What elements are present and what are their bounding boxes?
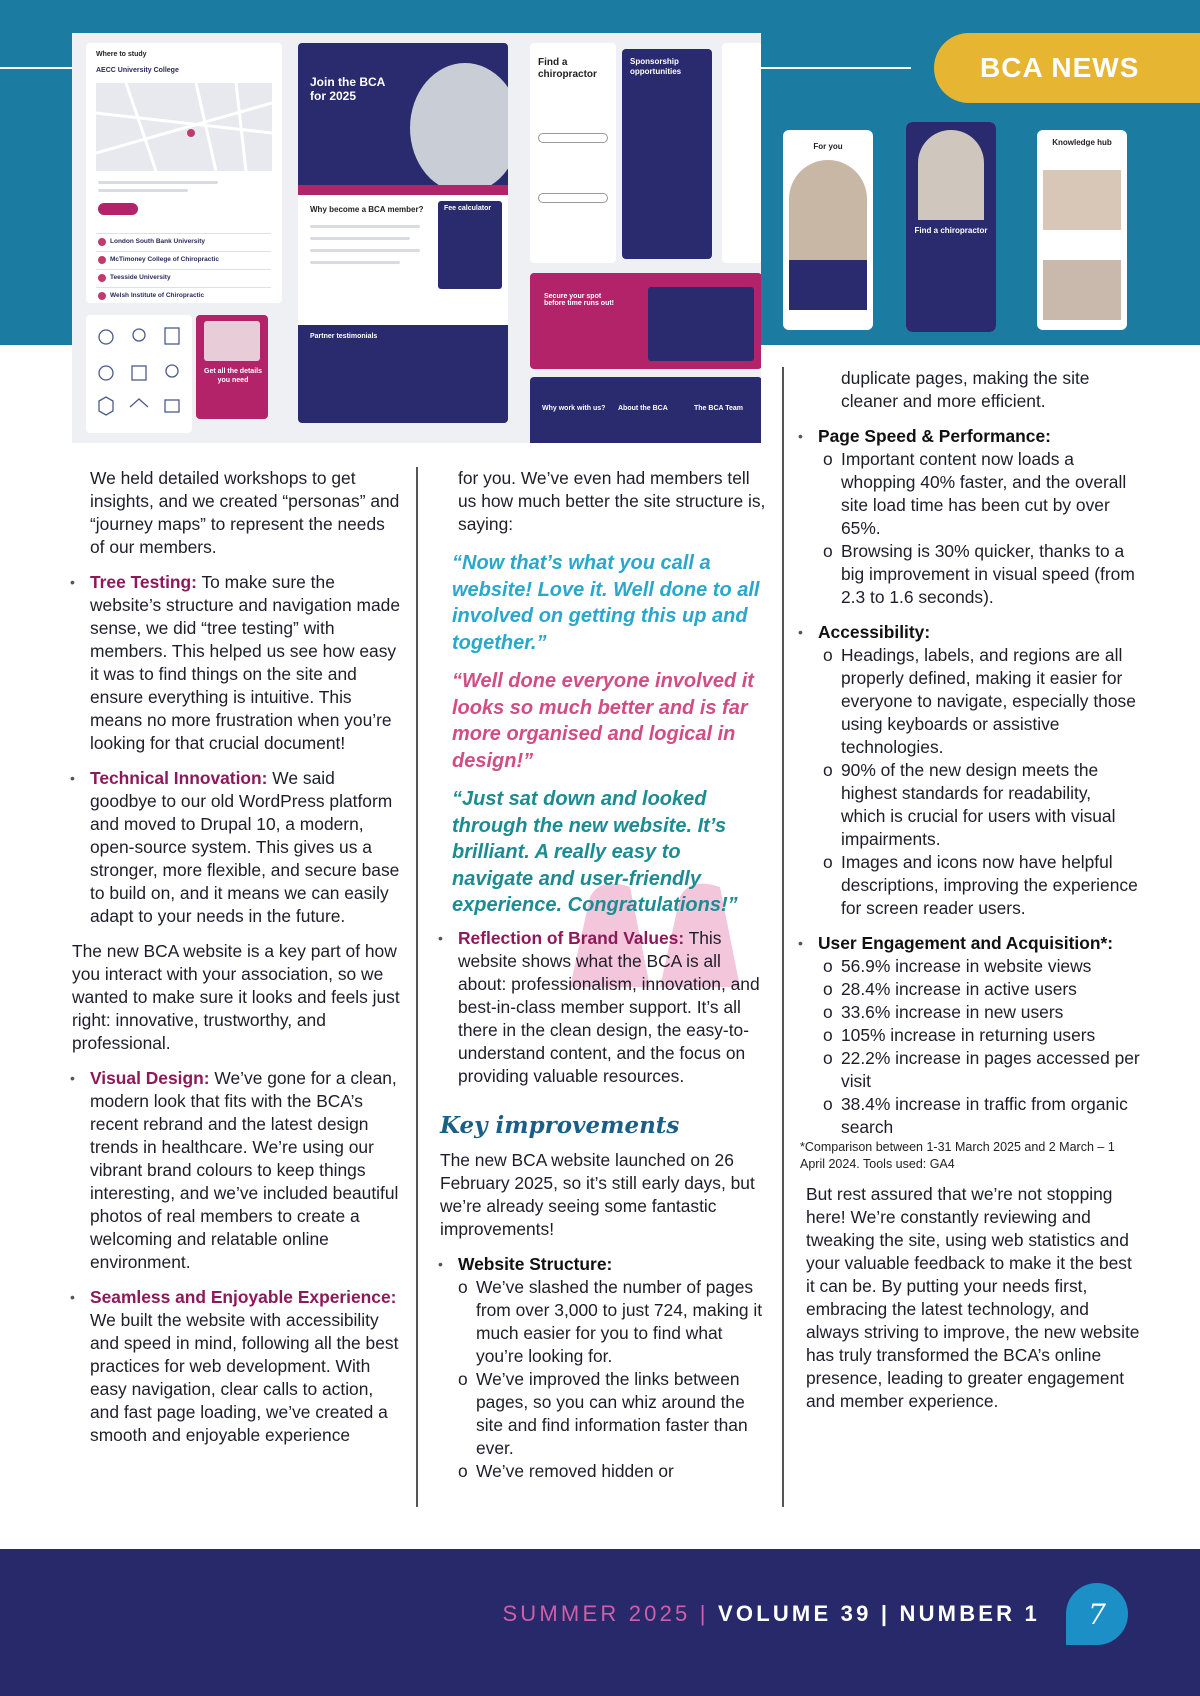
engagement-list (800, 955, 1140, 1139)
website-collage (72, 33, 761, 443)
issue-separator: | (690, 1601, 719, 1626)
accessibility-list (800, 644, 1140, 920)
bullet-lead: Visual Design: (90, 1068, 210, 1088)
bullet-website-structure (440, 1253, 766, 1276)
for-you-title: For you (813, 142, 843, 151)
work-with-us-title: Why work with us? (542, 405, 606, 412)
uni-row[interactable]: Welsh Institute of Chiropractic (96, 287, 271, 303)
sponsorship-panel (622, 49, 712, 259)
uni-row[interactable]: London South Bank University (96, 233, 271, 249)
sub-item: o 56.9% increase in website views (823, 955, 1140, 978)
bullet-lead: Tree Testing: (90, 572, 197, 592)
bullet-visual-design (72, 1067, 402, 1274)
column-divider (782, 367, 784, 1507)
bullet-brand-values (440, 927, 766, 1088)
get-details-card[interactable] (196, 315, 268, 419)
bullet-lead: Accessibility: (818, 622, 931, 642)
sub-item: o 90% of the new design meets the highest standards for readability, which is crucial for users with visual impairments. (823, 759, 1140, 851)
bullet-text: This website shows what the BCA is all about: professionalism, innovation, and best-in-class member support. It’s all there in the clean design, the easy-to-understand content, and the focus on providing valuable resources. (458, 927, 760, 1086)
sponsorship-title: Sponsorship opportunities (630, 57, 682, 76)
sub-item: o Browsing is 30% quicker, thanks to a big improvement in visual speed (from 2.3 to 1.6 seconds). (823, 540, 1140, 609)
card-photo (204, 321, 260, 361)
phone-photo (918, 130, 984, 220)
launch-para: The new BCA website launched on 26 February 2025, so it’s still early days, but we’re already seeing some fantastic improvements! (440, 1149, 755, 1239)
bullet-lead: Page Speed & Performance: (818, 426, 1051, 446)
sub-item: o 22.2% increase in pages accessed per visit (823, 1047, 1140, 1093)
find-chiro-panel (530, 43, 616, 263)
testimonial-quote: “Well done everyone involved it looks so much better and is far more organised and logical in design!” (452, 670, 754, 772)
find-chiro-title: Find a chiropractor (538, 57, 597, 80)
structure-list (440, 1276, 766, 1483)
sub-item: o 105% increase in returning users (823, 1024, 1140, 1047)
sub-item: o Headings, labels, and regions are all properly defined, making it easier for everyone to navigate, especially those using keyboards or assistive technologies. (823, 644, 1140, 759)
phone-knowledge-hub (1037, 130, 1127, 330)
about-bca-title: About the BCA (618, 405, 668, 412)
bullet-text: To make sure the website’s structure and navigation made sense, we did “tree testing” with members. This helped us see how easy it was to find things on the site and ensure everything is intuitive. This means no more frustration when you’re looking for that crucial document! (90, 572, 400, 753)
sub-item: o We’ve slashed the number of pages from over 3,000 to just 724, making it much easier for you to find what you’re looking for. (458, 1276, 766, 1368)
sub-item: o We’ve removed hidden or (458, 1460, 766, 1483)
login-panel-edge (722, 43, 761, 263)
issue-volume: VOLUME 39 | NUMBER 1 (718, 1601, 1040, 1626)
column-1 (72, 467, 402, 1447)
column-2 (440, 467, 766, 1483)
issue-season: SUMMER 2025 (502, 1601, 691, 1626)
ticket-list (648, 287, 754, 361)
engagement-footnote: *Comparison between 1-31 March 2025 and 2 March – 1 April 2024. Tools used: GA4 (800, 1140, 1115, 1171)
speed-list (800, 448, 1140, 609)
sub-item: o 38.4% increase in traffic from organic search (823, 1093, 1140, 1139)
sub-item: o We’ve improved the links between pages, so you can whiz around the site and find information faster than ever. (458, 1368, 766, 1460)
where-to-study-title: Where to study (96, 51, 147, 58)
bullet-lead: Reflection of Brand Values: (458, 927, 685, 948)
tote-bag-photo (410, 63, 508, 193)
fee-calculator-title: Fee calculator (444, 205, 492, 212)
bullet-text: We said goodbye to our old WordPress platform and moved to Drupal 10, a modern, open-source system. This gives us a stronger, more flexible, and secure base to build on, and it means we can easily adapt to your needs in the future. (90, 768, 400, 926)
uni-row[interactable]: McTimoney College of Chiropractic (96, 251, 271, 267)
why-member-title: Why become a BCA member? (310, 205, 424, 214)
bullet-lead: Seamless and Enjoyable Experience: (90, 1287, 397, 1307)
bullet-lead: User Engagement and Acquisition*: (818, 933, 1114, 953)
column-3 (800, 367, 1140, 1413)
bullet-lead: Technical Innovation: (90, 768, 268, 788)
bullet-tree-testing (72, 571, 402, 755)
join-bca-panel (298, 43, 508, 423)
bullet-technical-innovation (72, 767, 402, 928)
partner-title: Partner testimonials (310, 333, 378, 340)
key-improvements-heading: Key improvements (440, 1111, 680, 1139)
duplicate-pages-text: duplicate pages, making the site cleaner and more efficient. (841, 368, 1090, 411)
header-rule-left (0, 67, 72, 69)
find-chiro-phone-title: Find a chiropractor (914, 226, 988, 235)
phone-photo (789, 160, 867, 260)
location-input[interactable] (538, 133, 608, 143)
sub-item: o 28.4% increase in active users (823, 978, 1140, 1001)
knowledge-hub-title: Knowledge hub (1052, 138, 1112, 147)
map-thumbnail (96, 83, 272, 171)
join-banner (298, 185, 508, 195)
bullet-text: We’ve gone for a clean, modern look that fits with the BCA’s recent rebrand and the latest design trends in healthcare. We’re using our vibrant brand colours to keep things interesting, and we’ve included beautiful photos of real members to create a welcoming and relatable online environment. (90, 1068, 399, 1272)
about-panel (530, 377, 761, 443)
map-roads (96, 83, 272, 171)
join-hero (298, 43, 508, 185)
header-rule-right (761, 67, 911, 69)
phone-find-chiro (906, 122, 996, 332)
phone-card (789, 260, 867, 310)
bca-team-title: The BCA Team (694, 405, 744, 412)
bullet-seamless-experience (72, 1286, 402, 1447)
secure-spot-panel (530, 273, 761, 369)
bullet-lead: Website Structure: (458, 1253, 613, 1274)
closing-para: But rest assured that we’re not stopping here! We’re constantly reviewing and tweaking the site, using web statistics and your valuable feedback to make it the best it can be. By putting your needs first, embracing the latest technology, and always striving to improve, the new website has truly transformed the BCA’s online presence, leading to greater engagement and member experience. (806, 1184, 1140, 1411)
column-divider (416, 467, 418, 1507)
uni-first: AECC University College (96, 67, 179, 74)
sub-item: o Important content now loads a whopping 40% faster, and the overall site load time has been cut by over 65%. (823, 448, 1140, 540)
bca-news-badge: BCA NEWS (934, 33, 1200, 103)
page-number: 7 (1066, 1583, 1128, 1645)
secure-spot-title: Secure your spot before time runs out! (544, 293, 615, 307)
bullet-page-speed (800, 425, 1140, 448)
phone-for-you (783, 130, 873, 330)
bullet-text: We built the website with accessibility and speed in mind, following all the best practices for web development. With easy navigation, clear calls to action, and fast page loading, we’ve created a smooth and enjoyable experience (90, 1310, 399, 1445)
icon-grid (86, 315, 192, 433)
bullet-accessibility (800, 621, 1140, 644)
bullet-user-engagement (800, 932, 1140, 955)
where-to-study-panel (86, 43, 282, 303)
sub-item: o 33.6% increase in new users (823, 1001, 1140, 1024)
issue-info (502, 1601, 1040, 1627)
get-details-title: Get all the details you need (204, 368, 262, 384)
sub-item: o Images and icons now have helpful descriptions, improving the experience for screen reader users. (823, 851, 1140, 920)
phone-photo (1043, 260, 1121, 320)
workshops-para: We held detailed workshops to get insights, and we created “personas” and “journey maps” to represent the needs of our members. (90, 468, 400, 557)
partner-testimonials (298, 325, 508, 423)
testimonial-quote: “Now that’s what you call a website! Love it. Well done to all involved on getting this up and together.” (452, 552, 760, 654)
uni-row[interactable]: Teesside University (96, 269, 271, 285)
phone-photo (1043, 170, 1121, 230)
view-course-button[interactable] (98, 203, 138, 215)
icon-grid-panel (86, 315, 192, 433)
join-title: Join the BCA for 2025 (310, 75, 385, 103)
testimonial-quote: “Just sat down and looked through the new website. It’s brilliant. A really easy to navigate and user-friendly experience. Congratulations!” (452, 788, 738, 916)
name-input[interactable] (538, 193, 608, 203)
fee-calculator[interactable] (438, 201, 502, 289)
key-part-para: The new BCA website is a key part of how you interact with your association, so we wanted to make sure it looks and feels just right: innovative, trustworthy, and professional. (72, 941, 400, 1053)
members-said-para: for you. We’ve even had members tell us how much better the site structure is, saying: (458, 468, 766, 534)
